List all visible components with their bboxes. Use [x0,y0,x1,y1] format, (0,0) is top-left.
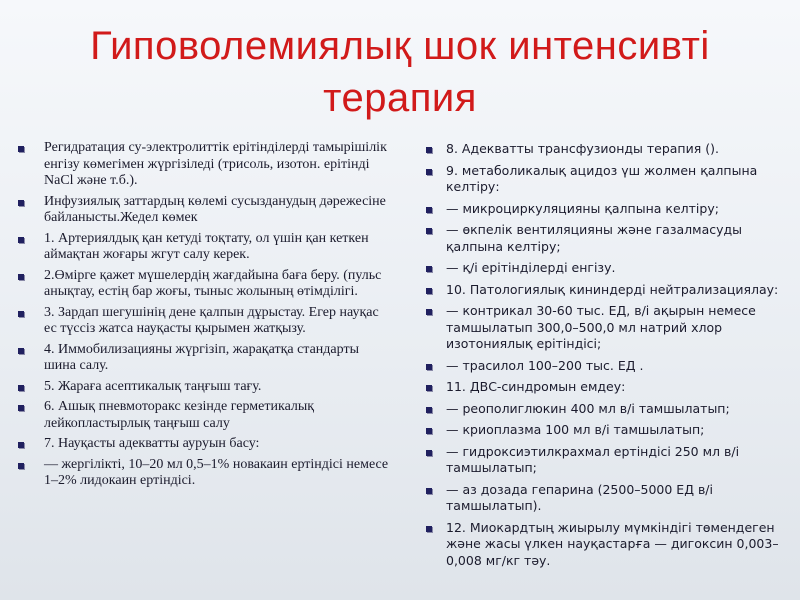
list-item [426,482,788,515]
list-item [426,358,788,375]
list-item [426,379,788,396]
list-item-text: — трасилол 100–200 тыс. ЕД . [446,357,644,373]
list-item [426,282,788,299]
list-item-text: — реополиглюкин 400 мл в/і тамшылатып; [446,400,730,416]
list-item [426,520,788,570]
bullet-icon [18,442,24,448]
list-item [18,342,394,375]
list-item [426,444,788,477]
list-item [18,231,394,264]
list-item-text: 10. Патологиялық кининдерді нейтрализациялау: [446,281,779,297]
bullet-icon [426,288,432,294]
list-item [18,140,394,190]
bullet-icon [18,463,24,469]
list-item-text: 8. Адекватты трансфузионды терапия (). [446,141,719,156]
list-item-text: 4. Иммобилизацияны жүргізіп, жарақатқа стандарты шина салу. [44,341,359,373]
list-item-text: — микроциркуляцияны қалпына келтіру; [446,200,719,216]
bullet-icon [18,405,24,411]
bullet-icon [18,200,24,206]
list-item [426,201,788,218]
bullet-icon [426,207,432,213]
list-item-text: 2.Өмірге қажет мүшелердің жағдайына баға беру. (пульс анықтау, естің бар жоғы, тыныс жолының өтімділігі. [44,267,382,299]
list-item [426,222,788,255]
list-item [426,422,788,439]
slide-title: Гиповолемиялық шок интенсивті терапия [90,24,710,120]
list-item-text: — жергілікті, 10–20 мл 0,5–1% новакаин ертіндісі немесе 1–2% лидокаин ертіндісі. [44,456,389,488]
bullet-icon [426,428,432,434]
bullet-icon [426,450,432,456]
list-item [18,379,394,396]
list-item [426,141,788,158]
list-item-text: 11. ДВС-синдромын емдеу: [446,379,626,394]
list-item [426,260,788,277]
bullet-icon [426,266,432,272]
bullet-icon [426,385,432,391]
list-item-text: — аз дозада гепарина (2500–5000 ЕД в/і тамшылатып). [446,481,713,513]
list-item [18,305,394,338]
list-item [18,457,394,490]
bullet-icon [426,488,432,494]
list-item-text: 5. Жараға асептикалық таңғыш тағу. [44,378,262,394]
list-item-text: 12. Миокардтың жиырылу мүмкіндігі төмендеген және жасы үлкен науқастарға — дигоксин 0,003–0,008 мг/кг тәу. [446,519,779,568]
list-item-text: 3. Зардап шегушінің дене қалпын дұрыстау. Егер науқас ес түссіз жатса науқасты қырымен жатқызу. [44,304,379,336]
list-item [18,268,394,301]
list-item-text: — қ/і ерітінділерді енгізу. [446,260,616,275]
list-item [18,436,394,453]
list-item-text: Инфузиялық заттардың көлемі сусызданудың дәрежесіне байланысты.Жедел көмек [44,193,386,225]
bullet-icon [18,237,24,243]
list-item-text: 7. Науқасты адекватты ауруын басу: [44,436,260,451]
list-item-text: Регидратация су-электролиттік ерітінділерді тамырішілік енгізу көмегімен жүргізіледі (трисоль, изотон. ерітінді NaCl және т.б.). [44,140,387,188]
list-item-text: 1. Артериялдық қан кетуді тоқтату, ол үшін қан кеткен аймақтан жоғары жгут салу керек. [44,230,369,262]
bullet-icon [426,147,432,153]
bullet-icon [426,169,432,175]
bullet-icon [18,348,24,354]
list-item [18,194,394,227]
list-item-text: — гидроксиэтилкрахмал ертіндісі 250 мл в/і тамшылатып; [446,443,740,475]
list-item-text: — контрикал 30-60 тыс. ЕД, в/і ақырын немесе тамшылатып 300,0–500,0 мл натрий хлор изотониялық ерітіндісі; [446,303,756,351]
bullet-icon [426,407,432,413]
list-item-text: — криоплазма 100 мл в/і тамшылатып; [446,422,705,437]
right-column-list [426,141,788,574]
bullet-icon [426,309,432,315]
bullet-icon [426,228,432,234]
bullet-icon [18,274,24,280]
list-item-text: 6. Ашық пневмоторакс кезінде герметикалық лейкопластырлық таңғыш салу [44,399,315,431]
bullet-icon [18,146,24,152]
list-item [426,163,788,196]
list-item [18,399,394,432]
list-item-text: — өкпелік вентиляцияны және газалмасуды қалпына келтіру; [446,222,743,254]
list-item [426,401,788,418]
bullet-icon [426,526,432,532]
bullet-icon [18,385,24,391]
list-item-text: 9. метаболикалық ацидоз үш жолмен қалпына келтіру: [446,162,758,194]
bullet-icon [18,311,24,317]
left-column-list [18,140,394,494]
list-item [426,303,788,353]
bullet-icon [426,364,432,370]
